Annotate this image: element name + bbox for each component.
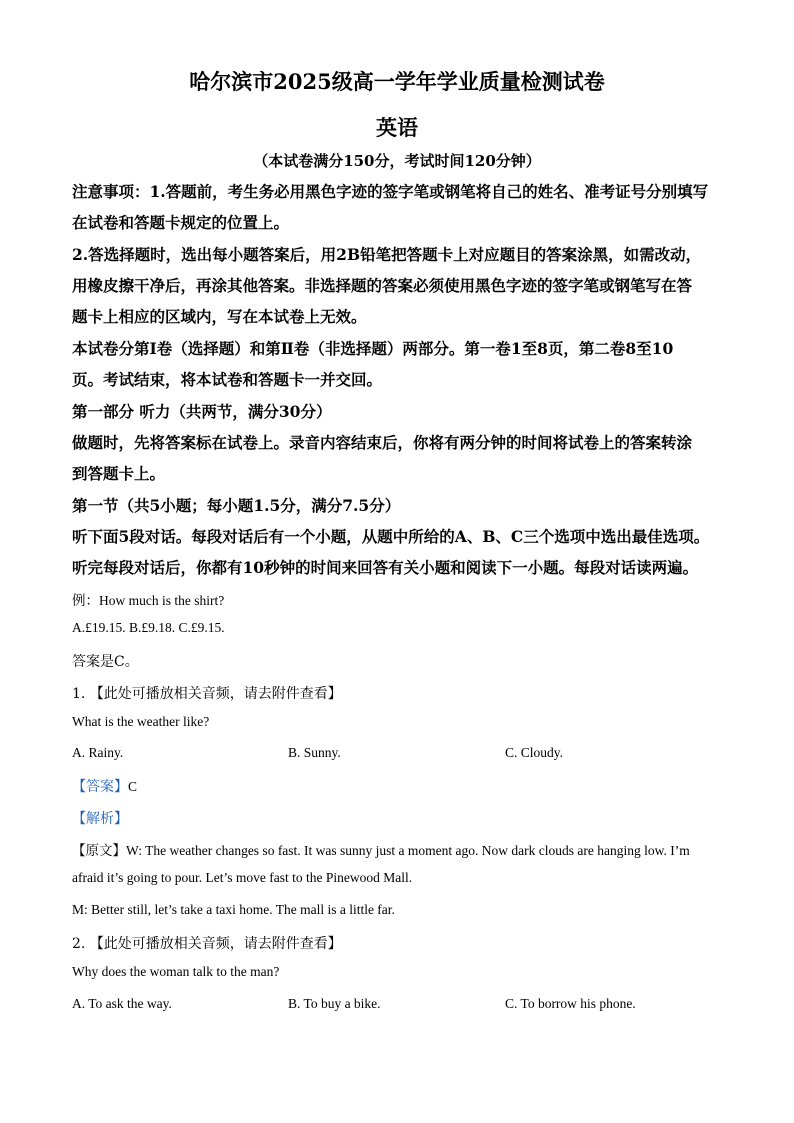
question-1-answer	[72, 776, 137, 796]
analysis-tag: 【解析】	[72, 811, 128, 827]
example-options: A.£19.15. B.£9.18. C.£9.15.	[72, 620, 225, 635]
question-1-label: 1. 【此处可播放相关音频，请去附件查看】	[72, 686, 342, 702]
part-heading: 第一部分 听力（共两节，满分30分）	[72, 402, 332, 421]
example-question: 例：How much is the shirt?	[72, 593, 225, 608]
transcript-line: M: Better still, let’s take a taxi home. The mall is a little far.	[72, 902, 395, 917]
question-1-option-c: C. Cloudy.	[505, 745, 564, 760]
question-2-option-c: C. To borrow his phone.	[505, 996, 636, 1011]
section-instruction: 听完每段对话后，你都有10秒钟的时间来回答有关小题和阅读下一小题。每段对话读两遍。	[72, 558, 699, 577]
instruction-line: 注意事项：1.答题前，考生务必用黑色字迹的签字笔或钢笔将自己的姓名、准考证号分别填写	[72, 182, 709, 201]
instruction-line: 在试卷和答题卡规定的位置上。	[72, 213, 290, 232]
score-note: （本试卷满分150分，考试时间120分钟）	[253, 152, 541, 170]
example-answer: 答案是C。	[72, 654, 139, 670]
instruction-line: 题卡上相应的区域内，写在本试卷上无效。	[72, 307, 367, 326]
section-heading: 第一节（共5小题；每小题1.5分，满分7.5分）	[72, 496, 401, 515]
question-1-text: What is the weather like?	[72, 714, 210, 729]
part-instruction: 做题时，先将答案标在试卷上。录音内容结束后，你将有两分钟的时间将试卷上的答案转涂	[72, 433, 693, 452]
instruction-line: 2.答选择题时，选出每小题答案后，用2B铅笔把答题卡上对应题目的答案涂黑，如需改动，	[72, 245, 702, 264]
question-2-label: 2. 【此处可播放相关音频，请去附件查看】	[72, 936, 342, 952]
question-1-option-a: A. Rainy.	[72, 745, 124, 760]
question-1-option-b: B. Sunny.	[288, 745, 341, 760]
question-2-option-b: B. To buy a bike.	[288, 996, 381, 1011]
question-2-text: Why does the woman talk to the man?	[72, 964, 280, 979]
instruction-line: 页。考试结束，将本试卷和答题卡一并交回。	[72, 370, 383, 389]
instruction-line: 本试卷分第Ⅰ卷（选择题）和第Ⅱ卷（非选择题）两部分。第一卷1至8页，第二卷8至10	[72, 339, 674, 358]
exam-title: 哈尔滨市2025级高一学年学业质量检测试卷	[189, 69, 605, 94]
transcript-line: afraid it’s going to pour. Let’s move fast to the Pinewood Mall.	[72, 870, 413, 885]
answer-value: C	[128, 779, 138, 794]
subject-title: 英语	[376, 115, 418, 140]
question-2-option-a: A. To ask the way.	[72, 996, 172, 1011]
instruction-line: 用橡皮擦干净后，再涂其他答案。非选择题的答案必须使用黑色字迹的签字笔或钢笔写在答	[72, 276, 693, 295]
transcript-line: 【原文】W: The weather changes so fast. It was sunny just a moment ago. Now dark clouds are hanging low. I’m	[72, 843, 690, 858]
part-instruction: 到答题卡上。	[72, 464, 166, 483]
answer-tag: 【答案】	[72, 779, 128, 795]
section-instruction: 听下面5段对话。每段对话后有一个小题，从题中所给的A、B、C三个选项中选出最佳选项。	[72, 527, 710, 546]
